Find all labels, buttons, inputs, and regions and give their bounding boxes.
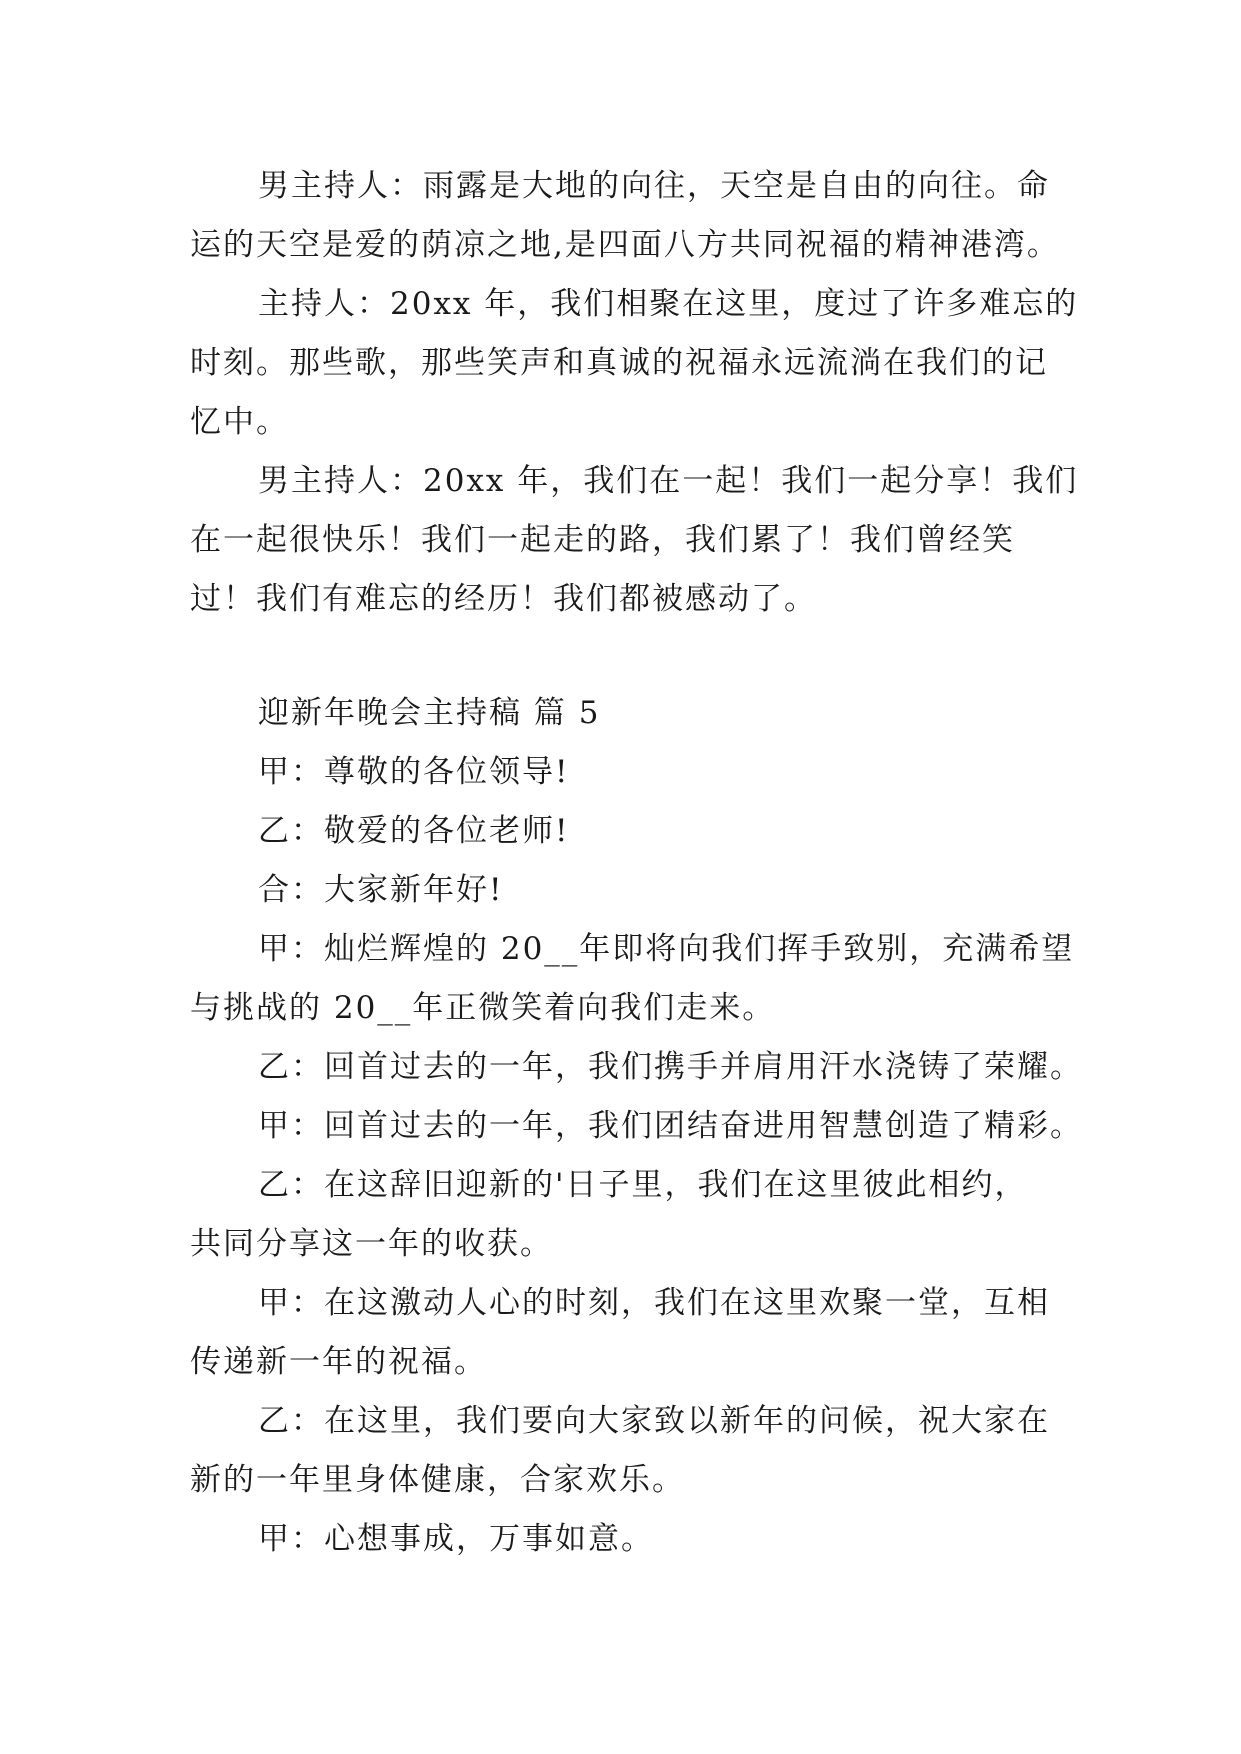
paragraph-line: 乙：在这辞旧迎新的'日子里，我们在这里彼此相约， [258,1167,1028,1203]
paragraph-line: 与挑战的 20__年正微笑着向我们走来。 [190,990,776,1026]
section-title: 迎新年晚会主持稿 篇 5 [258,695,601,731]
paragraph-line: 过！我们有难忘的经历！我们都被感动了。 [190,581,817,617]
paragraph-line: 合：大家新年好! [258,872,504,908]
paragraph-line: 新的一年里身体健康，合家欢乐。 [190,1462,685,1498]
paragraph-line: 男主持人：20xx 年，我们在一起！我们一起分享！我们 [258,463,1079,499]
paragraph-line: 忆中。 [190,404,289,440]
paragraph-line: 甲：尊敬的各位领导! [258,754,570,790]
paragraph-line: 乙：在这里，我们要向大家致以新年的问候，祝大家在 [258,1403,1050,1439]
paragraph-line: 男主持人：雨露是大地的向往，天空是自由的向往。命 [258,168,1050,204]
paragraph-line: 主持人：20xx 年，我们相聚在这里，度过了许多难忘的 [258,286,1079,322]
paragraph-line: 甲：回首过去的一年，我们团结奋进用智慧创造了精彩。 [258,1108,1083,1144]
paragraph-line: 共同分享这一年的收获。 [190,1226,553,1262]
paragraph-line: 运的天空是爱的荫凉之地,是四面八方共同祝福的精神港湾。 [190,227,1060,263]
paragraph-line: 甲：在这激动人心的时刻，我们在这里欢聚一堂，互相 [258,1285,1050,1321]
paragraph-line: 甲：灿烂辉煌的 20__年即将向我们挥手致别，充满希望 [258,931,1075,967]
paragraph-line: 在一起很快乐！我们一起走的路，我们累了！我们曾经笑 [190,522,1015,558]
paragraph-line: 时刻。那些歌，那些笑声和真诚的祝福永远流淌在我们的记 [190,345,1048,381]
paragraph-line: 传递新一年的祝福。 [190,1344,487,1380]
paragraph-line: 乙：敬爱的各位老师! [258,813,570,849]
paragraph-line: 甲：心想事成，万事如意。 [258,1521,654,1557]
paragraph-line: 乙：回首过去的一年，我们携手并肩用汗水浇铸了荣耀。 [258,1049,1083,1085]
